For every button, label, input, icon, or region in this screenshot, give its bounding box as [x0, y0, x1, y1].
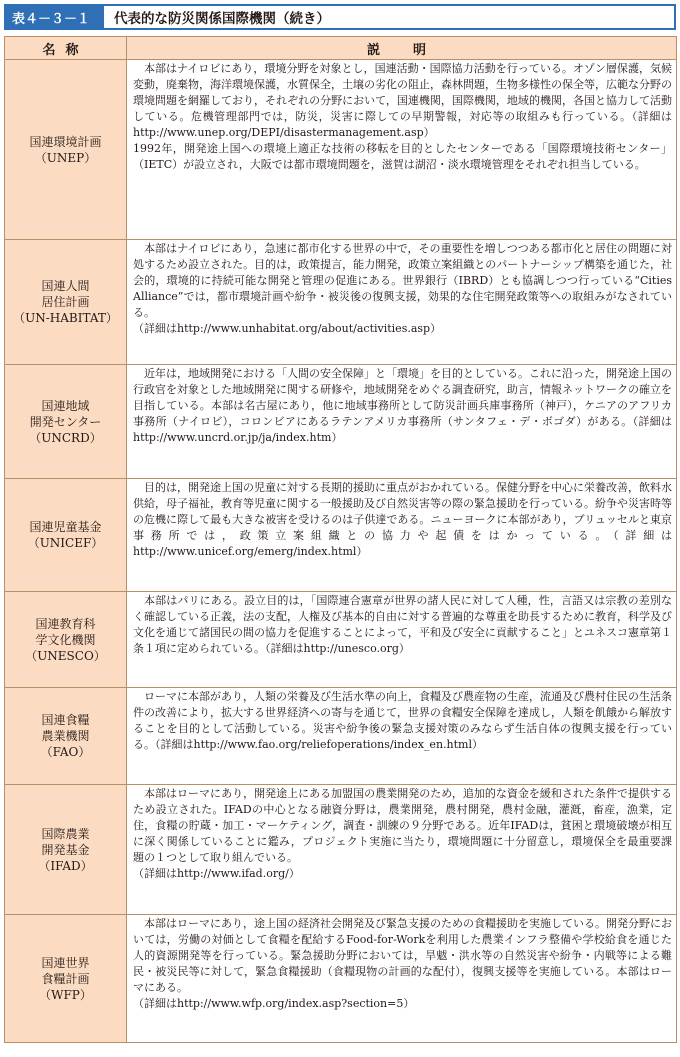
column-header-description: 説 明: [127, 37, 677, 60]
description-note: （詳細はhttp://www.ifad.org/）: [133, 867, 300, 880]
description-note: （詳細はhttp://www.unhabitat.org/about/activities.asp）: [133, 322, 442, 335]
description-note: 1992年，開発途上国への環境上適正な技術の移転を目的としたセンターである「国際環境技術センター」（IETC）が設立され，大阪では都市環境問題を，滋賀は湖沼・淡水環境管理をそれぞれ担当している。: [133, 142, 672, 171]
organization-name: 国連環境計画 （UNEP）: [5, 60, 127, 240]
description-text: 目的は，開発途上国の児童に対する長期的援助に重点がおかれている。保健分野を中心に栄養改善，飲料水供給，母子福祉，教育等児童に関する一般援助及び自然災害等の際の緊急援助を行っている。紛争や災害時等の危機に際して最も大きな被害を受けるのは子供達である。ニューヨークに本部があり，ブリュッセルと東京事務所では，政策立案組織との協力や起債をはかっている。（詳細はhttp://www.unicef.org/emerg/index.html）: [133, 481, 672, 558]
table-row: [5, 785, 677, 915]
organization-description: [127, 240, 677, 365]
table-row: [5, 479, 677, 592]
table-row: [5, 60, 677, 240]
organization-name: 国連地域 開発センター （UNCRD）: [5, 365, 127, 479]
organizations-table: [4, 36, 677, 1043]
organization-description: [127, 592, 677, 688]
table-row: [5, 915, 677, 1043]
organization-description: [127, 915, 677, 1043]
description-text: 本部はナイロビにあり，急速に都市化する世界の中で，その重要性を増しつつある都市化と居住の問題に対処するため設立された。目的は，政策提言，能力開発，政策立案組織とのパートナーシップ構築を通じた，社会的，環境的に持続可能な開発と管理の促進にある。世界銀行（IBRD）とも協調しつつ行っている“Cities Alliance”では，都市環境計画や紛争・被災後の復興支援，効果的な住宅開発政策等への取組みがなされている。: [133, 242, 672, 319]
organization-name: 国連世界 食糧計画 （WFP）: [5, 915, 127, 1043]
description-text: 本部はナイロビにあり，環境分野を対象とし，国連活動・国際協力活動を行っている。オゾン層保護，気候変動，廃棄物，海洋環境保護，水質保全，土壌の劣化の阻止，森林問題，生物多様性の保全等，広範な分野の環境問題を網羅しており，それぞれの分野において，国連機関，国際機関，地域的機関，各国と協力して活動している。危機管理部門では，防災，災害に際しての早期警報，対応等の取組みも行っている。（詳細はhttp://www.unep.org/DEPI/disastermanagement.asp）: [133, 62, 672, 139]
description-text: 近年は，地域開発における「人間の安全保障」と「環境」を目的としている。これに沿った，開発途上国の行政官を対象とした地域開発に関する研修や，地域開発をめぐる調査研究，助言，情報ネットワークの確立を目指している。本部は名古屋にあり，他に地域事務所として防災計画兵庫事務所（神戸），ケニアのアフリカ事務所（ナイロビ），コロンビアにあるラテンアメリカ事務所（サンタフェ・デ・ボゴダ）がある。（詳細はhttp://www.uncrd.or.jp/ja/index.htm）: [133, 367, 672, 444]
description-text: 本部はローマにあり，開発途上にある加盟国の農業開発のため，追加的な資金を緩和された条件で提供するため設立された。IFADの中心となる融資分野は，農業開発，農村開発，農村金融，灌漑，畜産，漁業，定住，食糧の貯蔵・加工・マーケティング，調査・訓練の９分野である。近年IFADは，貧困と環境破壊が相互に深く関係していることに鑑み，プロジェクト実施に当たり，環境問題に十分留意し，環境保全を最重要課題の１つとして取り組んでいる。: [133, 787, 672, 864]
organization-name: 国連教育科 学文化機関 （UNESCO）: [5, 592, 127, 688]
organization-name: 国連児童基金 （UNICEF）: [5, 479, 127, 592]
description-text: 本部はローマにあり，途上国の経済社会開発及び緊急支援のための食糧援助を実施している。開発分野においては，労働の対価として食糧を配給するFood-for-Workを利用した農業インフラ整備や学校給食を通じた人的資源開発等を行っている。緊急援助分野においては，旱魃・洪水等の自然災害や紛争・内戦等による難民・被災民等に対して，緊急食糧援助（食糧現物の計画的な配付），復興支援等を実施している。本部はローマにある。: [133, 917, 672, 994]
organization-description: [127, 785, 677, 915]
table-row: [5, 365, 677, 479]
description-text: 本部はパリにある。設立目的は，「国際連合憲章が世界の諸人民に対して人種，性，言語又は宗教の差別なく確認している正義，法の支配，人権及び基本的自由に対する普遍的な尊重を助長するために教育，科学及び文化を通じて諸国民の間の協力を促進することによって，平和及び安全に貢献すること」とユネスコ憲章第１条１項に定められている。（詳細はhttp://unesco.org）: [133, 594, 672, 655]
table-header-row: [5, 37, 677, 60]
column-header-name: 名称: [5, 37, 127, 60]
organization-name: 国際農業 開発基金 （IFAD）: [5, 785, 127, 915]
organization-description: [127, 479, 677, 592]
table-caption: [4, 4, 676, 30]
organization-name: 国連人間 居住計画 （UN-HABITAT）: [5, 240, 127, 365]
table-row: [5, 688, 677, 785]
description-note: （詳細はhttp://www.wfp.org/index.asp?section=5）: [133, 997, 415, 1010]
table-row: [5, 592, 677, 688]
table-title: 代表的な防災関係国際機関（続き）: [104, 4, 676, 30]
table-number: 表４－３－１: [4, 4, 104, 30]
description-text: ローマに本部があり，人類の栄養及び生活水準の向上，食糧及び農産物の生産，流通及び農村住民の生活条件の改善により，拡大する世界経済への寄与を通じて，世界の食糧安全保障を達成し，人類を飢餓から解放することを目的として活動している。災害や紛争後の緊急支援対策のみならず生活自体の復興支援を行っている。（詳細はhttp://www.fao.org/reliefoperations/index_en.html）: [133, 690, 672, 751]
table-row: [5, 240, 677, 365]
organization-name: 国連食糧 農業機関 （FAO）: [5, 688, 127, 785]
organization-description: [127, 60, 677, 240]
organization-description: [127, 365, 677, 479]
organization-description: [127, 688, 677, 785]
